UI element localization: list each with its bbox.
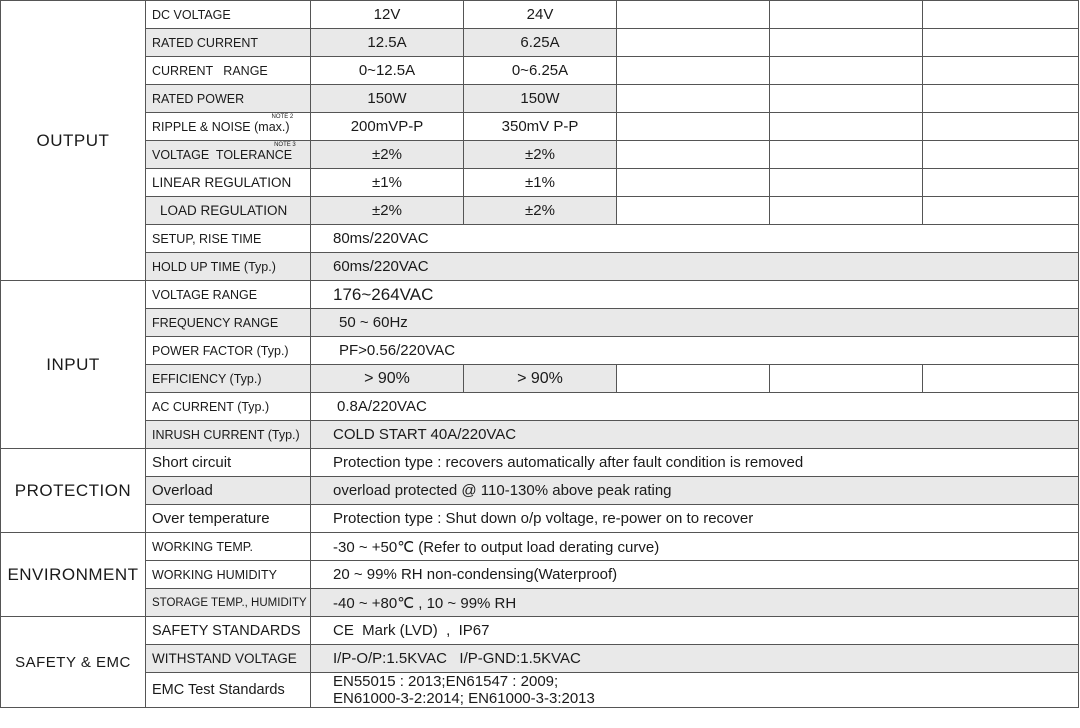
value-cell: > 90% (311, 365, 464, 393)
value-cell: Protection type : recovers automatically after fault condition is removed (311, 449, 1079, 477)
empty-cell (923, 85, 1079, 113)
row-label: FREQUENCY RANGE (146, 309, 311, 337)
table-row (1, 533, 1079, 561)
row-label: Short circuit (146, 449, 311, 477)
row-label: DC VOLTAGE (146, 1, 311, 29)
table-row (1, 589, 1079, 617)
row-label: SETUP, RISE TIME (146, 225, 311, 253)
table-row (1, 309, 1079, 337)
table-row (1, 113, 1079, 141)
value-cell: ±2% (464, 197, 617, 225)
row-label: VOLTAGE RANGE (146, 281, 311, 309)
value-cell: ±1% (464, 169, 617, 197)
row-label: AC CURRENT (Typ.) (146, 393, 311, 421)
table-row (1, 337, 1079, 365)
empty-cell (770, 169, 923, 197)
table-row (1, 393, 1079, 421)
value-cell: 50 ~ 60Hz (311, 309, 1079, 337)
row-label: POWER FACTOR (Typ.) (146, 337, 311, 365)
value-cell: 150W (311, 85, 464, 113)
value-cell: 24V (464, 1, 617, 29)
value-cell: ±2% (311, 141, 464, 169)
row-label: LOAD REGULATION (146, 197, 311, 225)
table-row (1, 197, 1079, 225)
empty-cell (923, 197, 1079, 225)
value-cell: 150W (464, 85, 617, 113)
empty-cell (923, 141, 1079, 169)
empty-cell (923, 57, 1079, 85)
empty-cell (617, 1, 770, 29)
value-cell: 12.5A (311, 29, 464, 57)
table-row (1, 561, 1079, 589)
empty-cell (770, 141, 923, 169)
value-cell: -30 ~ +50℃ (Refer to output load derating curve) (311, 533, 1079, 561)
row-label: WITHSTAND VOLTAGE (146, 645, 311, 673)
value-cell: 0~6.25A (464, 57, 617, 85)
table-row (1, 449, 1079, 477)
value-cell: ±2% (464, 141, 617, 169)
value-cell: 60ms/220VAC (311, 253, 1079, 281)
section-output: OUTPUT (1, 1, 146, 281)
value-cell: COLD START 40A/220VAC (311, 421, 1079, 449)
table-row (1, 673, 1079, 708)
row-label-text: RIPPLE & NOISE (max.) (152, 119, 290, 134)
row-label: CURRENT RANGE (146, 57, 311, 85)
value-cell: 80ms/220VAC (311, 225, 1079, 253)
row-label: HOLD UP TIME (Typ.) (146, 253, 311, 281)
empty-cell (617, 29, 770, 57)
value-cell: 176~264VAC (311, 281, 1079, 309)
note-superscript: NOTE 3 (274, 141, 296, 148)
row-label-text: VOLTAGE TOLERANCE (152, 147, 293, 162)
table-row (1, 169, 1079, 197)
empty-cell (770, 57, 923, 85)
row-label: RATED CURRENT (146, 29, 311, 57)
value-cell: 200mVP-P (311, 113, 464, 141)
value-cell: ±1% (311, 169, 464, 197)
value-cell: 350mV P-P (464, 113, 617, 141)
empty-cell (617, 197, 770, 225)
value-cell: overload protected @ 110-130% above peak rating (311, 477, 1079, 505)
table-row (1, 421, 1079, 449)
row-label: INRUSH CURRENT (Typ.) (146, 421, 311, 449)
row-label: STORAGE TEMP., HUMIDITY (146, 589, 311, 617)
empty-cell (770, 29, 923, 57)
empty-cell (770, 197, 923, 225)
table-row (1, 85, 1079, 113)
empty-cell (617, 365, 770, 393)
section-input: INPUT (1, 281, 146, 449)
empty-cell (617, 85, 770, 113)
empty-cell (923, 169, 1079, 197)
value-cell: ±2% (311, 197, 464, 225)
value-cell: PF>0.56/220VAC (311, 337, 1079, 365)
empty-cell (923, 365, 1079, 393)
note-superscript: NOTE 2 (271, 113, 294, 120)
table-row (1, 365, 1079, 393)
row-label: Overload (146, 477, 311, 505)
table-row (1, 645, 1079, 673)
value-cell: -40 ~ +80℃ , 10 ~ 99% RH (311, 589, 1079, 617)
table-row (1, 281, 1079, 309)
value-cell (311, 673, 1079, 708)
empty-cell (770, 113, 923, 141)
row-label: WORKING TEMP. (146, 533, 311, 561)
empty-cell (617, 141, 770, 169)
empty-cell (923, 29, 1079, 57)
empty-cell (617, 57, 770, 85)
table-row (1, 225, 1079, 253)
row-label (146, 113, 311, 141)
section-environment: ENVIRONMENT (1, 533, 146, 617)
table-row (1, 477, 1079, 505)
emc-line-2: EN61000-3-2:2014; EN61000-3-3:2013 (333, 690, 595, 707)
empty-cell (923, 113, 1079, 141)
empty-cell (770, 85, 923, 113)
table-row (1, 1, 1079, 29)
empty-cell (617, 113, 770, 141)
value-cell: 12V (311, 1, 464, 29)
row-label (146, 141, 311, 169)
value-cell: > 90% (464, 365, 617, 393)
section-safety: SAFETY & EMC (1, 617, 146, 708)
table-row (1, 505, 1079, 533)
row-label: LINEAR REGULATION (146, 169, 311, 197)
section-protection: PROTECTION (1, 449, 146, 533)
empty-cell (770, 365, 923, 393)
table-row (1, 141, 1079, 169)
value-cell: 20 ~ 99% RH non-condensing(Waterproof) (311, 561, 1079, 589)
row-label: EFFICIENCY (Typ.) (146, 365, 311, 393)
row-label: RATED POWER (146, 85, 311, 113)
row-label: SAFETY STANDARDS (146, 617, 311, 645)
value-cell: CE Mark (LVD) , IP67 (311, 617, 1079, 645)
table-row (1, 29, 1079, 57)
value-cell: 6.25A (464, 29, 617, 57)
table-row (1, 57, 1079, 85)
value-cell: 0.8A/220VAC (311, 393, 1079, 421)
table-row (1, 617, 1079, 645)
value-cell: I/P-O/P:1.5KVAC I/P-GND:1.5KVAC (311, 645, 1079, 673)
table-row (1, 253, 1079, 281)
row-label: WORKING HUMIDITY (146, 561, 311, 589)
value-cell: Protection type : Shut down o/p voltage, re-power on to recover (311, 505, 1079, 533)
empty-cell (617, 169, 770, 197)
row-label: Over temperature (146, 505, 311, 533)
value-cell: 0~12.5A (311, 57, 464, 85)
empty-cell (770, 1, 923, 29)
empty-cell (923, 1, 1079, 29)
row-label: EMC Test Standards (146, 673, 311, 708)
emc-line-1: EN55015 : 2013;EN61547 : 2009; (333, 673, 559, 690)
